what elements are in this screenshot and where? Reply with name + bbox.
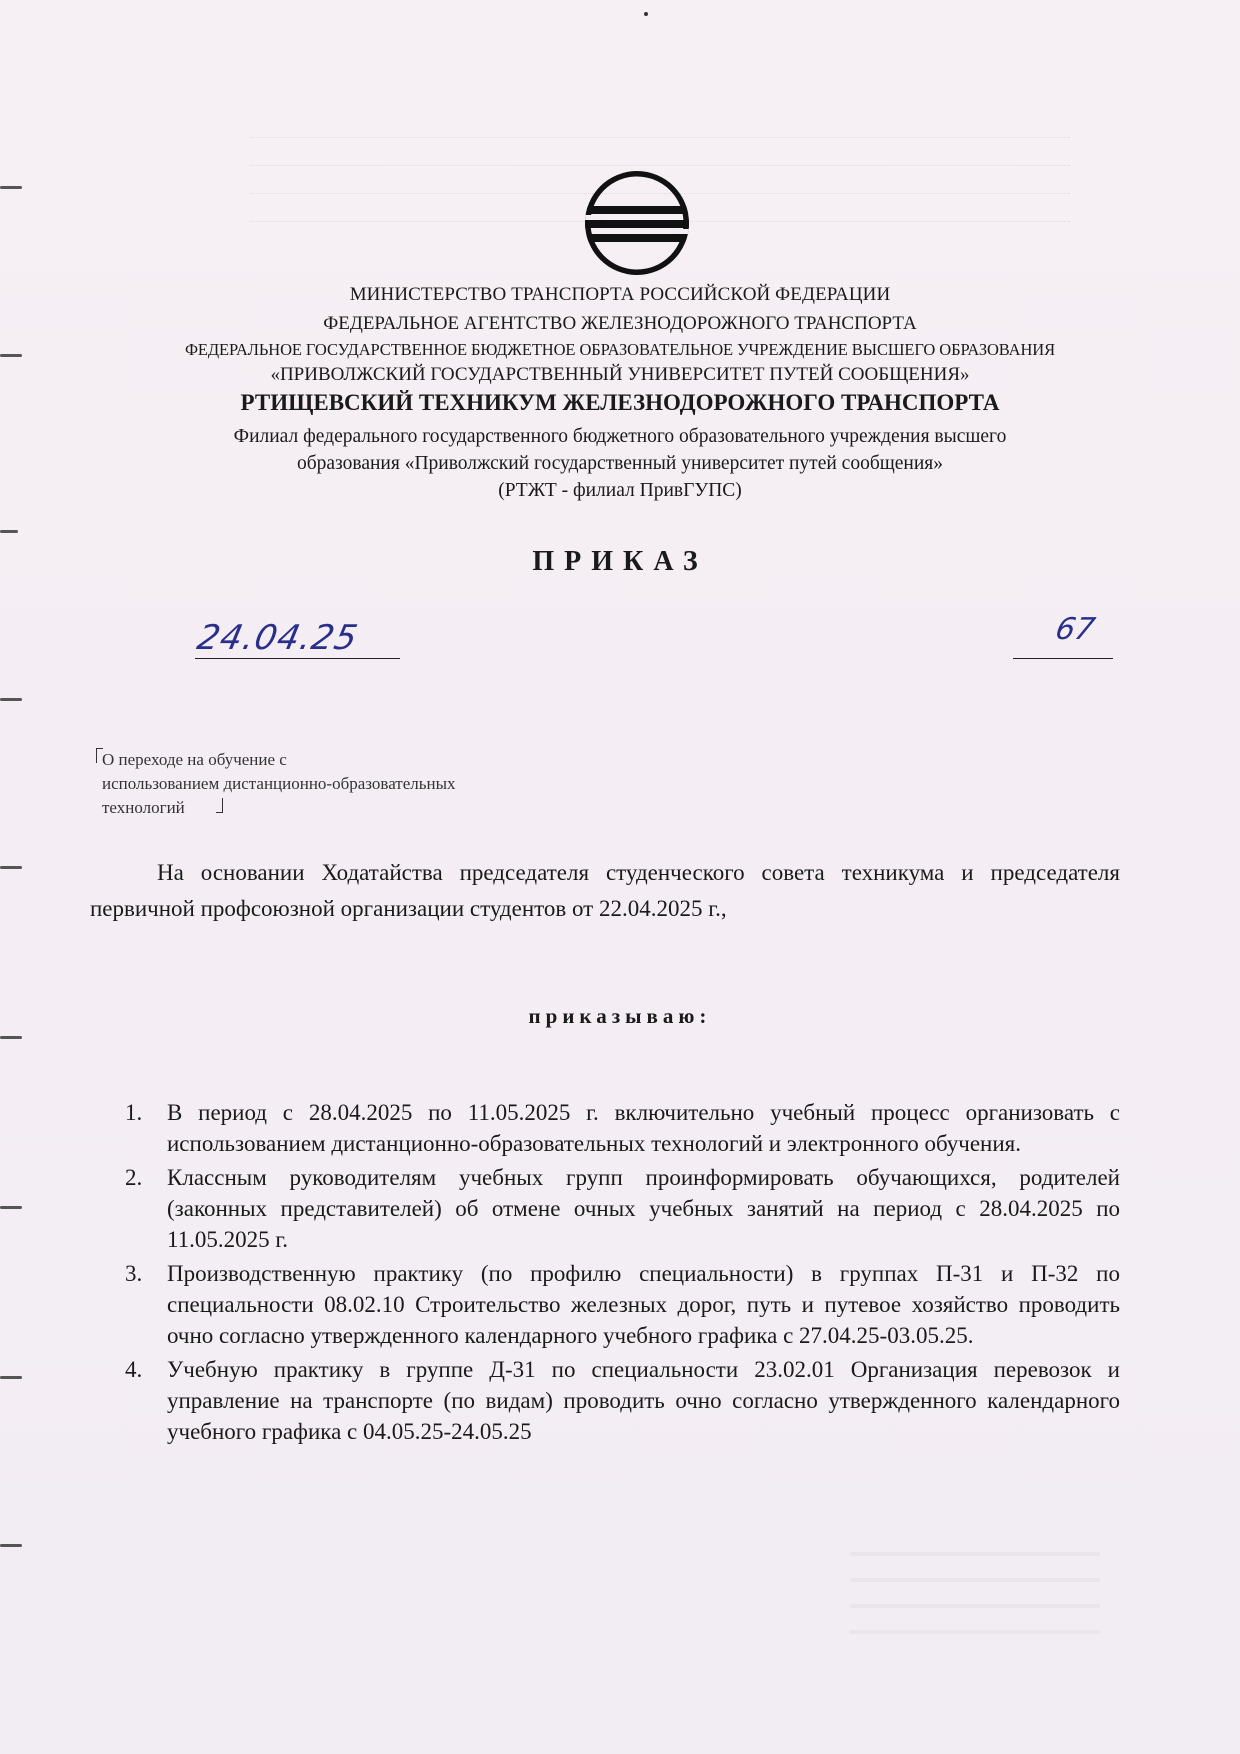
scan-mark — [0, 530, 18, 533]
date-underline — [195, 658, 400, 659]
order-word: приказываю: — [528, 1004, 712, 1028]
order-items-list — [125, 1097, 1120, 1450]
basis-paragraph: На основании Ходатайства председателя студенческого совета техникума и председателя первичной профсоюзной организации студентов от 22.04.2025 г., — [90, 860, 1120, 921]
item-number: 4. — [125, 1357, 143, 1382]
branch-line-2: образования «Приволжский государственный университет путей сообщения» — [296, 453, 944, 474]
list-item — [125, 1258, 1120, 1351]
item-text: Производственную практику (по профилю специальности) в группах П-31 и П-32 по специальности 08.02.10 Строительство железных дорог, путь и путевое хозяйство проводить очно согласно утвержденного календарного учебного графика с 27.04.25-03.05.25. — [167, 1261, 1120, 1348]
scan-speck — [644, 12, 648, 16]
subject-line: использованием дистанционно-образовательных — [102, 774, 456, 793]
show-through-texture-lower — [850, 1530, 1100, 1650]
scan-mark — [0, 866, 22, 869]
subject-bracket-close — [216, 798, 223, 813]
item-number: 1. — [125, 1100, 143, 1125]
agency-heading: ФЕДЕРАЛЬНОЕ АГЕНТСТВО ЖЕЛЕЗНОДОРОЖНОГО ТРАНСПОРТА — [323, 313, 917, 334]
scan-mark — [0, 1206, 22, 1209]
list-item — [125, 1162, 1120, 1255]
item-number: 2. — [125, 1165, 143, 1190]
item-number: 3. — [125, 1261, 143, 1286]
document-title: ПРИКАЗ — [532, 546, 708, 577]
number-underline — [1013, 658, 1113, 659]
item-text: Учебную практику в группе Д-31 по специальности 23.02.01 Организация перевозок и управление на транспорте (по видам) проводить очно согласно утвержденного календарного учебного графика с 04.05.25-24.05.25 — [167, 1357, 1120, 1444]
scan-mark — [0, 698, 22, 701]
list-item — [125, 1354, 1120, 1447]
subject-block — [98, 748, 558, 820]
college-heading: РТИЩЕВСКИЙ ТЕХНИКУМ ЖЕЛЕЗНОДОРОЖНОГО ТРАНСПОРТА — [240, 390, 1000, 415]
item-text: Классным руководителям учебных групп проинформировать обучающихся, родителей (законных представителей) об отмене очных учебных занятий на период с 28.04.2025 по 11.05.2025 г. — [167, 1165, 1120, 1252]
item-text: В период с 28.04.2025 по 11.05.2025 г. включительно учебный процесс организовать с использованием дистанционно-образовательных технологий и электронного обучения. — [167, 1100, 1120, 1156]
scan-mark — [0, 1376, 22, 1379]
university-heading: «ПРИВОЛЖСКИЙ ГОСУДАРСТВЕННЫЙ УНИВЕРСИТЕТ ПУТЕЙ СООБЩЕНИЯ» — [270, 364, 970, 385]
subject-line: О переходе на обучение с — [102, 750, 287, 769]
railway-emblem-icon — [584, 170, 690, 276]
branch-line-1: Филиал федерального государственного бюджетного образовательного учреждения высшего — [233, 426, 1007, 447]
handwritten-number: 67 — [1052, 612, 1098, 647]
list-item — [125, 1097, 1120, 1159]
subject-line: технологий — [102, 798, 185, 817]
institution-heading: ФЕДЕРАЛЬНОЕ ГОСУДАРСТВЕННОЕ БЮДЖЕТНОЕ ОБРАЗОВАТЕЛЬНОЕ УЧРЕЖДЕНИЕ ВЫСШЕГО ОБРАЗОВАНИЯ — [184, 340, 1056, 359]
handwritten-date: 24.04.25 — [193, 618, 362, 658]
scan-mark — [0, 1544, 22, 1547]
ministry-heading: МИНИСТЕРСТВО ТРАНСПОРТА РОССИЙСКОЙ ФЕДЕРАЦИИ — [349, 284, 891, 305]
scan-mark — [0, 186, 22, 189]
branch-short-name: (РТЖТ - филиал ПривГУПС) — [498, 480, 742, 501]
scan-mark — [0, 1036, 22, 1039]
